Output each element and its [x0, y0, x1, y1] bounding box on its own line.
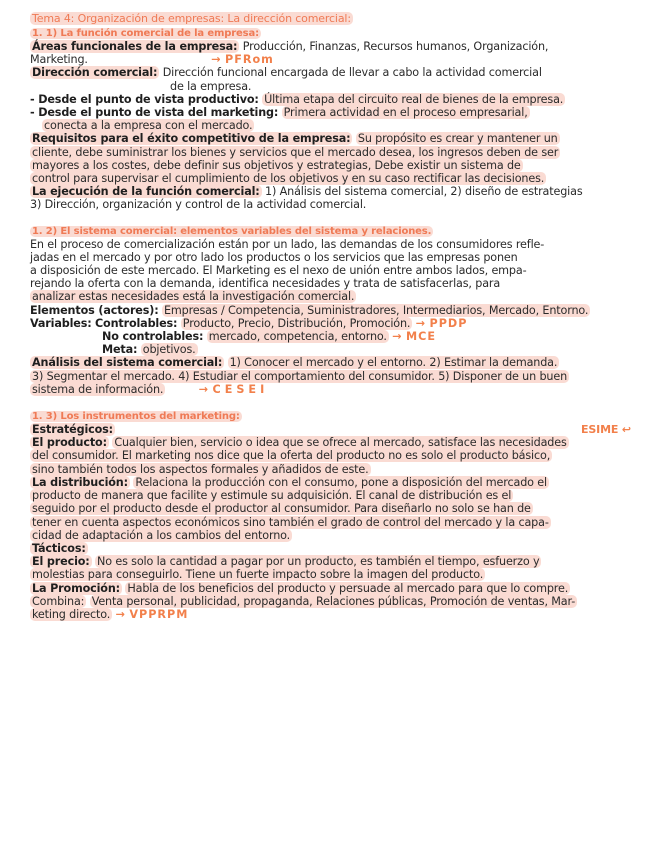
arrow-icon: → — [198, 382, 210, 396]
section-3-heading: 1. 3) Los instrumentos del marketing: — [32, 411, 240, 423]
instruments-mnemonic: VPPRPM — [129, 607, 189, 621]
arrow-icon: → — [211, 53, 222, 67]
an-line: Análisis del sistema comercial: 1) Conocer el mercado y el entorno. 2) Estimar la demanda. — [32, 356, 558, 370]
an-mnemonic: CESEI — [212, 382, 269, 396]
section-2-heading: 1. 2) El sistema comercial: elementos variables del sistema y relaciones. — [32, 225, 432, 237]
req-line-4: control para supervisar el cumplimiento de los objetivos y en su caso rectificar las decisiones. — [32, 172, 545, 186]
prod-line-3: sino también todos los aspectos formales y añadidos de este. — [32, 462, 369, 476]
ctrl-line: Variables: Controlables: Producto, Precio, Distribución, Promoción. → PPDP — [30, 316, 468, 330]
promo-line: La Promoción: Habla de los beneficios del producto y persuade al mercado para que lo compre. — [32, 581, 569, 595]
curved-arrow-icon: ↩ — [621, 423, 631, 436]
estrategicos-heading: Estratégicos: — [32, 423, 113, 437]
ctrl-mnemonic: PPDP — [429, 316, 468, 330]
s2-para-4: rejando la oferta con la demanda, identifica necesidades y trata de satisfacerlas, para — [30, 277, 501, 291]
arrow-icon: → — [415, 316, 427, 330]
elem-line: Elementos (actores): Empresas / Competencia, Suministradores, Intermediarios, Mercado, Entorno. — [30, 303, 589, 317]
precio-line-1: El precio: No es solo la cantidad a pagar por un producto, es también el tiempo, esfuerzo y — [32, 555, 540, 569]
areas-line-2: Marketing. → PFRom — [30, 53, 274, 67]
dist-line-5: cidad de adaptación a los cambios del entorno. — [32, 528, 291, 542]
prod-view-line: - Desde el punto de vista productivo: Última etapa del circuito real de bienes de la empresa. — [30, 92, 564, 106]
comb-line-2: keting directo. → VPPRPM — [32, 607, 189, 621]
dist-line-3: seguido por el producto desde el productor al consumidor. Para diseñarlo no solo se han de — [32, 502, 531, 516]
page-title — [30, 12, 635, 25]
prod-line-2: del consumidor. El marketing nos dice que la oferta del producto no es solo el producto básico, — [32, 449, 551, 463]
dc-line-2: de la empresa. — [170, 79, 252, 93]
title-text: Tema 4: Organización de empresas: La dirección comercial: — [32, 12, 351, 25]
comb-line-1: Combina: Venta personal, publicidad, propaganda, Relaciones públicas, Promoción de ventas, Mar- — [32, 594, 576, 608]
s2-para-2: jadas en el mercado y por otro lado los productos o los servicios que las empresas ponen — [30, 250, 518, 264]
nc-line: No controlables: mercado, competencia, entorno. → MCE — [102, 330, 436, 344]
arrow-icon: → — [115, 607, 126, 621]
dist-line-1: La distribución: Relaciona la producción con el consumo, pone a disposición del mercado el — [32, 475, 547, 489]
ej-line-2: 3) Dirección, organización y control de la actividad comercial. — [30, 198, 367, 212]
areas-mnemonic: PFRom — [225, 53, 274, 67]
precio-line-2: molestias para conseguirlo. Tiene un fuerte impacto sobre la imagen del producto. — [32, 568, 484, 582]
s2-para-5: analizar estas necesidades está la investigación comercial. — [32, 290, 355, 304]
meta-line: Meta: objetivos. — [102, 343, 196, 357]
req-line-1: Requisitos para el éxito competitivo de la empresa: Su propósito es crear y mantener un — [32, 132, 558, 146]
req-line-3: mayores a los costes, debe definir sus objetivos y estrategias, Debe existir un sistema de — [32, 158, 521, 172]
mkt-view-line-2: conecta a la empresa con el mercado. — [44, 119, 253, 133]
arrow-icon: → — [392, 330, 403, 344]
an-line-3: sistema de información. → CESEI — [32, 382, 269, 396]
dist-line-2: producto de manera que facilite y estimule su adquisición. El canal de distribución es el — [32, 489, 512, 503]
nc-mnemonic: MCE — [406, 330, 436, 344]
esine-note: ESIME ↩ — [580, 423, 631, 436]
req-line-2: cliente, debe suministrar los bienes y servicios que el mercado desea, los ingresos deben de ser — [32, 145, 559, 159]
prod-line-1: El producto: Cualquier bien, servicio o idea que se ofrece al mercado, satisface las necesidades — [32, 436, 567, 450]
an-line-2: 3) Segmentar el mercado. 4) Estudiar el comportamiento del consumidor. 5) Disponer de un buen — [32, 369, 568, 383]
dist-line-4: tener en cuenta aspectos económicos sino también el grado de control del mercado y la capa- — [32, 515, 549, 529]
dc-line: Dirección comercial: Dirección funcional encargada de llevar a cabo la actividad comercial — [32, 66, 542, 80]
section-1-heading: 1. 1) La función comercial de la empresa: — [32, 28, 259, 39]
ej-line: La ejecución de la función comercial: 1) Análisis del sistema comercial, 2) diseño de estrategias — [32, 185, 583, 199]
s2-para-3: a disposición de este mercado. El Marketing es el nexo de unión entre ambos lados, empa- — [30, 264, 527, 278]
tacticos-heading: Tácticos: — [32, 541, 86, 555]
areas-line: Áreas funcionales de la empresa: Producción, Finanzas, Recursos humanos, Organización, — [32, 40, 549, 53]
mkt-view-line: - Desde el punto de vista del marketing: Primera actividad en el proceso empresarial, — [30, 106, 528, 120]
s2-para-1: En el proceso de comercialización están por un lado, las demandas de los consumidores refle- — [30, 237, 545, 251]
